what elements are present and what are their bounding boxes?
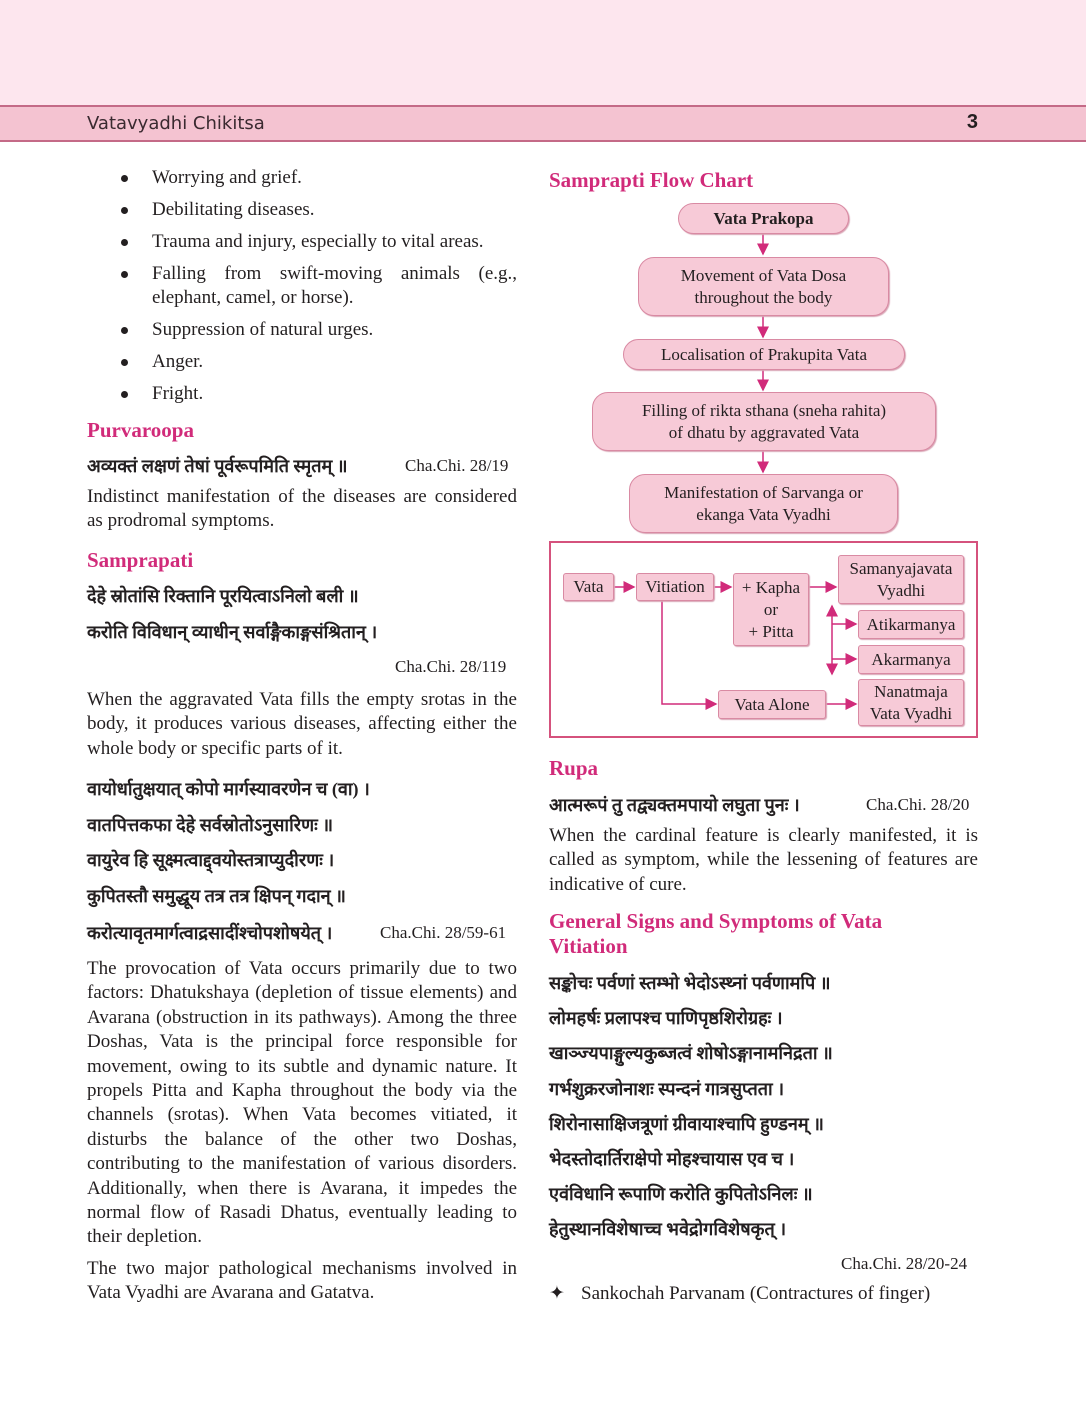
- diagram-nanatmaja: Nanatmaja Vata Vyadhi: [858, 679, 964, 726]
- purvaroopa-verse: अव्यक्तं लक्षणं तेषां पूर्वरूपमिति स्मृतम् ॥: [87, 456, 348, 476]
- provocation-paragraph: The provocation of Vata occurs primarily due to two factors: Dhatukshaya (depletion of tissue elements) and Avarana (obstruction in its pathways). Among the three Doshas, Vata is the principal force responsible for movement, owing to its subtle and dynamic nature. It propels Pitta and Kapha throughout the body via the channels (srotas). When Vata becomes vitiated, it disturbs the balance of the other two Doshas, contributing to the manifestation of various disorders. Additionally, when there is Avarana, it impedes the normal flow of Rasadi Dhatus, eventually leading to their depletion.: [87, 958, 517, 1248]
- flow-movement: Movement of Vata Dosa throughout the body: [638, 257, 889, 316]
- mechanisms-paragraph: The two major pathological mechanisms involved in Vata Vyadhi are Avarana and Gatatva.: [87, 1258, 517, 1304]
- list-item: Falling from swift-moving animals (e.g., elephant, camel, or horse).: [152, 262, 517, 311]
- diagram-vitiation: Vitiation: [636, 573, 714, 601]
- verse-line: सङ्कोचः पर्वणां स्तम्भो भेदोऽस्थ्नां पर्वणामपि ॥: [549, 973, 831, 993]
- rupa-verse: आत्मरूपं तु तद्व्यक्तमपायो लघुता पुनः ।: [549, 795, 800, 815]
- list-item: Fright.: [152, 382, 517, 406]
- samprapati-text: When the aggravated Vata fills the empty srotas in the body, it produces various diseases, affecting either the whole body or specific parts of it.: [87, 689, 517, 759]
- verse-line: करोत्यावृतमार्गत्वाद्रसादींश्चोपशोषयेत् ।: [87, 923, 333, 943]
- verse-line: वायोर्धातुक्षयात् कोपो मार्गस्यावरणेन च (वा) ।: [87, 779, 370, 799]
- verse-line: एवंविधानि रूपाणि करोति कुपितोऽनिलः ॥: [549, 1184, 813, 1205]
- verse-line: लोमहर्षः प्रलापश्च पाणिपृष्ठशिरोग्रहः ।: [549, 1008, 783, 1029]
- flow-manifestation: Manifestation of Sarvanga or ekanga Vata Vyadhi: [629, 474, 898, 533]
- verse-line: खाञ्ज्यपाङ्गुल्यकुब्जत्वं शोषोऽङ्गानामनिद्रता ॥: [549, 1043, 833, 1064]
- general-signs-verses: [549, 971, 979, 1253]
- diagram-vata: Vata: [563, 573, 614, 601]
- chapter-title: Vatavyadhi Chikitsa: [87, 113, 265, 134]
- diagram-atikarmanya: Atikarmanya: [858, 610, 964, 639]
- verse-line: वायुरेव हि सूक्ष्मत्वाद्द्वयोस्तत्राप्युदीरणः ।: [87, 850, 335, 870]
- flow-vata-prakopa: Vata Prakopa: [678, 203, 849, 234]
- list-item: Anger.: [152, 350, 517, 374]
- purvaroopa-heading: Purvaroopa: [87, 418, 194, 442]
- samprapati-verse: करोति विविधान् व्याधीन् सर्वाङ्गैकाङ्गसंश्रितान् ।: [87, 622, 378, 642]
- samprapati-verse: देहे स्रोतांसि रिक्तानि पूरयित्वाऽनिलो बली ॥: [87, 586, 359, 606]
- general-signs-citation: Cha.Chi. 28/20-24: [841, 1254, 968, 1273]
- list-item: Worrying and grief.: [152, 166, 517, 190]
- rupa-citation: Cha.Chi. 28/20: [866, 795, 970, 814]
- list-item: Trauma and injury, especially to vital areas.: [152, 230, 517, 254]
- general-signs-heading: General Signs and Symptoms of Vata Vitiation: [549, 909, 883, 958]
- samprapati-citation: Cha.Chi. 28/119: [395, 657, 507, 676]
- diagram-samanyajavata: Samanyajavata Vyadhi: [838, 555, 964, 604]
- diagram-vata-alone: Vata Alone: [718, 690, 826, 719]
- purvaroopa-text: Indistinct manifestation of the diseases are considered as prodromal symptoms.: [87, 486, 517, 532]
- rupa-text: When the cardinal feature is clearly manifested, it is called as symptom, while the lessening of features are indicative of cure.: [549, 825, 978, 895]
- flow-localisation: Localisation of Prakupita Vata: [623, 339, 905, 370]
- diagram-akarmanya: Akarmanya: [858, 645, 964, 674]
- rupa-heading: Rupa: [549, 756, 599, 780]
- samprapati-heading: Samprapati: [87, 548, 194, 572]
- verse-line: वातपित्तकफा देहे सर्वस्रोतोऽनुसारिणः ॥: [87, 815, 334, 835]
- flow-filling: Filling of rikta sthana (sneha rahita) of dhatu by aggravated Vata: [592, 392, 936, 451]
- symptom-item: ✦ Sankochah Parvanam (Contractures of finger): [549, 1283, 931, 1304]
- flow-chart-heading: Samprapti Flow Chart: [549, 168, 754, 192]
- verse-line: कुपितस्तौ समुद्धूय तत्र तत्र क्षिपन् गदान् ॥: [87, 886, 346, 906]
- list-item: Suppression of natural urges.: [152, 318, 517, 342]
- diagram-kapha-pitta: + Kapha or + Pitta: [733, 573, 809, 646]
- verse-line: शिरोनासाक्षिजत्रूणां ग्रीवायाश्चापि हुण्डनम् ॥: [549, 1113, 824, 1134]
- verse-citation: Cha.Chi. 28/59-61: [380, 923, 507, 942]
- page-number: 3: [966, 111, 978, 133]
- verse-line: गर्भशुक्ररजोनाशः स्पन्दनं गात्रसुप्तता ।: [549, 1078, 785, 1099]
- star-bullet-icon: ✦: [549, 1283, 565, 1304]
- verse-line: भेदस्तोदार्तिराक्षेपो मोहश्चायास एव च ।: [549, 1148, 795, 1169]
- verse-line: हेतुस्थानविशेषाच्च भवेद्रोगविशेषकृत् ।: [549, 1219, 787, 1240]
- list-item: Debilitating diseases.: [152, 198, 517, 222]
- purvaroopa-citation: Cha.Chi. 28/19: [405, 456, 509, 475]
